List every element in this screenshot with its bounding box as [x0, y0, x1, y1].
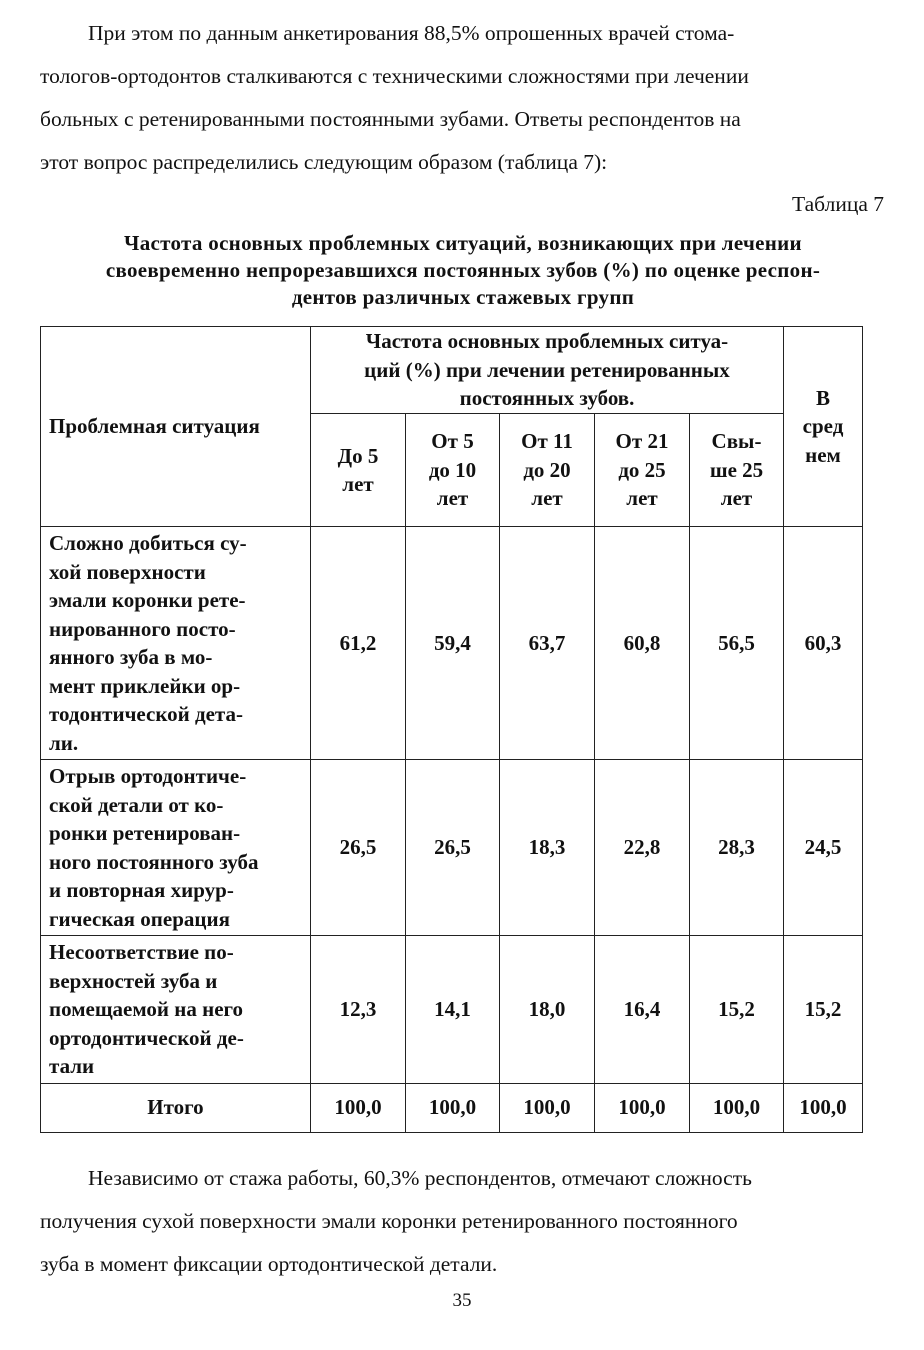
- table-title-line: своевременно непрорезавшихся постоянных зубов (%) по оценке респон-: [105, 258, 821, 282]
- value-cell: 28,3: [690, 760, 784, 936]
- value-cell: 59,4: [406, 527, 500, 760]
- total-average-cell: 100,0: [784, 1083, 863, 1132]
- average-cell: 24,5: [784, 760, 863, 936]
- situation-line: ской детали от ко-: [49, 792, 224, 817]
- situation-line: гическая операция: [49, 906, 230, 931]
- header-average-line: В: [815, 385, 830, 410]
- header-line: ше 25: [709, 457, 764, 482]
- value-cell: 60,8: [595, 527, 690, 760]
- header-line: до 10: [428, 457, 477, 482]
- table-title-line: дентов различных стажевых групп: [291, 285, 635, 309]
- data-table: [40, 326, 863, 1133]
- header-group-line: постоянных зубов.: [459, 386, 635, 411]
- total-cell: 100,0: [311, 1083, 406, 1132]
- text-line: больных с ретенированными постоянными зубами. Ответы респондентов на: [40, 107, 741, 131]
- text-line: Независимо от стажа работы, 60,3% респондентов, отмечают сложность: [88, 1166, 752, 1190]
- table-row: [41, 760, 863, 936]
- situation-cell: [41, 760, 311, 936]
- text-line: этот вопрос распределились следующим образом (таблица 7):: [40, 150, 608, 174]
- value-cell: 22,8: [595, 760, 690, 936]
- situation-line: ронки ретенирован-: [49, 821, 241, 845]
- header-line: до 20: [523, 457, 571, 482]
- situation-cell: [41, 936, 311, 1084]
- situation-line: Отрыв ортодонтиче-: [49, 764, 247, 788]
- value-cell: 63,7: [500, 527, 595, 760]
- header-group-line: Частота основных проблемных ситуа-: [365, 329, 729, 354]
- header-line: От 11: [521, 429, 573, 454]
- total-cell: 100,0: [406, 1083, 500, 1132]
- text-line: При этом по данным анкетирования 88,5% опрошенных врачей стома-: [88, 21, 735, 45]
- situation-line: Несоответствие по-: [49, 940, 234, 964]
- table-row: [41, 527, 863, 760]
- value-cell: 26,5: [311, 760, 406, 936]
- header-line: От 21: [615, 429, 669, 454]
- header-line: до 25: [618, 457, 666, 482]
- situation-cell: [41, 527, 311, 760]
- header-average-line: нем: [805, 442, 841, 467]
- text-line: тологов-ортодонтов сталкиваются с техническими сложностями при лечении: [40, 64, 749, 88]
- header-line: лет: [626, 486, 658, 511]
- value-cell: 56,5: [690, 527, 784, 760]
- value-cell: 16,4: [595, 936, 690, 1084]
- situation-line: нированного посто-: [49, 616, 236, 641]
- header-col-21-25: [595, 414, 690, 527]
- value-cell: 26,5: [406, 760, 500, 936]
- conclusion-paragraph: [40, 1157, 886, 1286]
- header-line: лет: [531, 486, 563, 511]
- average-cell: 60,3: [784, 527, 863, 760]
- total-cell: 100,0: [595, 1083, 690, 1132]
- situation-line: эмали коронки рете-: [49, 588, 246, 612]
- value-cell: 14,1: [406, 936, 500, 1084]
- header-line: Свы-: [711, 429, 762, 454]
- situation-line: тодонтической дета-: [49, 702, 243, 726]
- page-number: 35: [452, 1290, 472, 1311]
- total-row: [41, 1083, 863, 1132]
- header-situation: Проблемная ситуация: [41, 327, 311, 527]
- total-label: Итого: [41, 1083, 311, 1132]
- header-col-5-10: [406, 414, 500, 527]
- text-line: получения сухой поверхности эмали коронки ретенированного постоянного: [40, 1209, 738, 1233]
- situation-line: верхностей зуба и: [49, 968, 218, 993]
- average-cell: 15,2: [784, 936, 863, 1084]
- header-group-line: ций (%) при лечении ретенированных: [364, 357, 730, 382]
- text-line: зуба в момент фиксации ортодонтической детали.: [40, 1252, 498, 1276]
- value-cell: 18,0: [500, 936, 595, 1084]
- situation-line: ортодонтической де-: [49, 1025, 244, 1050]
- intro-paragraph: [40, 12, 886, 184]
- situation-line: янного зуба в мо-: [49, 645, 213, 669]
- value-cell: 12,3: [311, 936, 406, 1084]
- situation-line: ного постоянного зуба: [49, 849, 259, 874]
- situation-line: Сложно добиться су-: [49, 531, 247, 555]
- situation-line: и повторная хирур-: [49, 878, 234, 902]
- header-average: [784, 327, 863, 527]
- table-title-line: Частота основных проблемных ситуаций, возникающих при лечении: [124, 231, 802, 255]
- header-line: лет: [436, 486, 469, 511]
- situation-line: хой поверхности: [49, 559, 206, 584]
- value-cell: 18,3: [500, 760, 595, 936]
- total-cell: 100,0: [500, 1083, 595, 1132]
- header-col-under-5: [311, 414, 406, 527]
- header-col-11-20: [500, 414, 595, 527]
- header-line: лет: [342, 472, 374, 496]
- situation-line: мент приклейки ор-: [49, 673, 241, 698]
- total-cell: 100,0: [690, 1083, 784, 1132]
- header-line: До 5: [337, 443, 379, 468]
- value-cell: 61,2: [311, 527, 406, 760]
- table-title: [40, 230, 886, 311]
- header-line: лет: [720, 486, 753, 511]
- header-col-over-25: [690, 414, 784, 527]
- table-row: [41, 936, 863, 1084]
- header-average-line: сред: [802, 414, 844, 439]
- header-line: От 5: [431, 429, 474, 454]
- header-group: [311, 327, 784, 414]
- value-cell: 15,2: [690, 936, 784, 1084]
- situation-line: помещаемой на него: [49, 997, 244, 1021]
- table-label: Таблица 7: [792, 192, 884, 216]
- situation-line: тали: [49, 1054, 95, 1078]
- situation-line: ли.: [49, 730, 79, 755]
